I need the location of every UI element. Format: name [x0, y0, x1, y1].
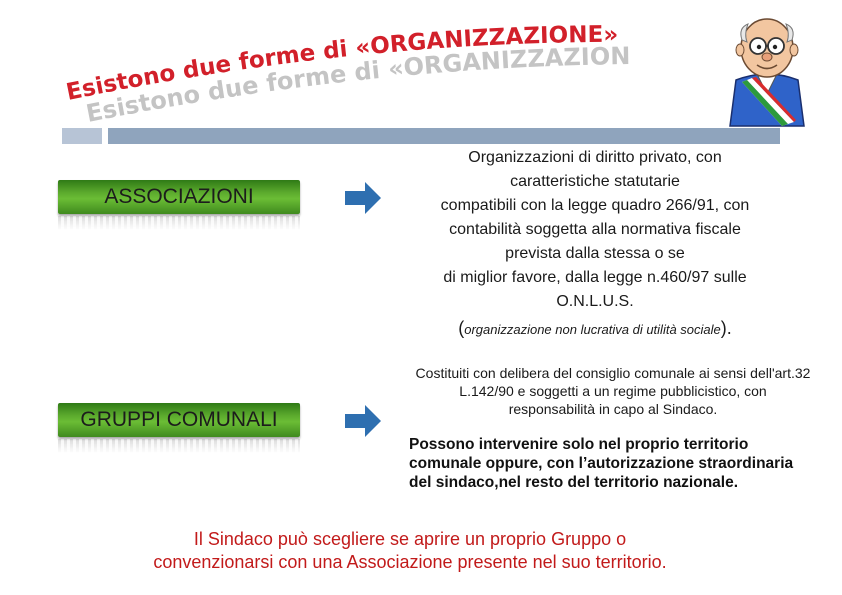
onlus-note: (organizzazione non lucrativa di utilità sociale). — [458, 318, 732, 338]
description-line: del sindaco,nel resto del territorio nazionale. — [409, 474, 739, 491]
box-reflection — [58, 439, 300, 453]
page-title — [51, 0, 660, 128]
arrow-right-icon — [345, 405, 381, 437]
description-line: compatibili con la legge quadro 266/91, con — [440, 197, 750, 214]
description-line: O.N.L.U.S. — [556, 293, 634, 310]
category-box-gruppi-comunali: GRUPPI COMUNALI — [58, 403, 300, 437]
title-wordart — [51, 0, 660, 128]
description-line: prevista dalla stessa o se — [505, 245, 685, 262]
footer-note — [110, 528, 710, 574]
title-shadow-text: Esistono due forme di «ORGANIZZAZIONE» — [51, 0, 631, 128]
arrow-right-icon — [345, 182, 381, 214]
mayor-cartoon-icon — [722, 10, 812, 128]
gruppi-description — [383, 364, 842, 418]
description-line: contabilità soggetta alla normativa fiscale — [449, 221, 741, 238]
description-line: comunale oppure, con l’autorizzazione straordinaria — [409, 455, 794, 472]
description-line: Costituiti con delibera del consiglio comunale ai sensi dell'art.32 — [415, 365, 811, 381]
footer-line: Il Sindaco può scegliere se aprire un proprio Gruppo o — [193, 529, 627, 549]
header-bar-large — [108, 128, 780, 144]
category-box-associazioni: ASSOCIAZIONI — [58, 180, 300, 214]
description-line: di miglior favore, dalla legge n.460/97 sulle — [443, 269, 747, 286]
associazioni-description — [395, 146, 795, 342]
description-line: Organizzazioni di diritto privato, con — [468, 149, 722, 166]
description-line: responsabilità in capo al Sindaco. — [508, 401, 718, 417]
description-line: L.142/90 e soggetti a un regime pubblicistico, con — [459, 383, 767, 399]
title-text: Esistono due forme di «ORGANIZZAZIONE» — [64, 21, 619, 106]
header-bar-small — [62, 128, 102, 144]
description-line: caratteristiche statutarie — [510, 173, 680, 190]
footer-line: convenzionarsi con una Associazione presente nel suo territorio. — [153, 552, 667, 572]
description-line: Possono intervenire solo nel proprio territorio — [409, 436, 749, 453]
gruppi-territory-note — [409, 435, 834, 492]
box-reflection — [58, 216, 300, 230]
